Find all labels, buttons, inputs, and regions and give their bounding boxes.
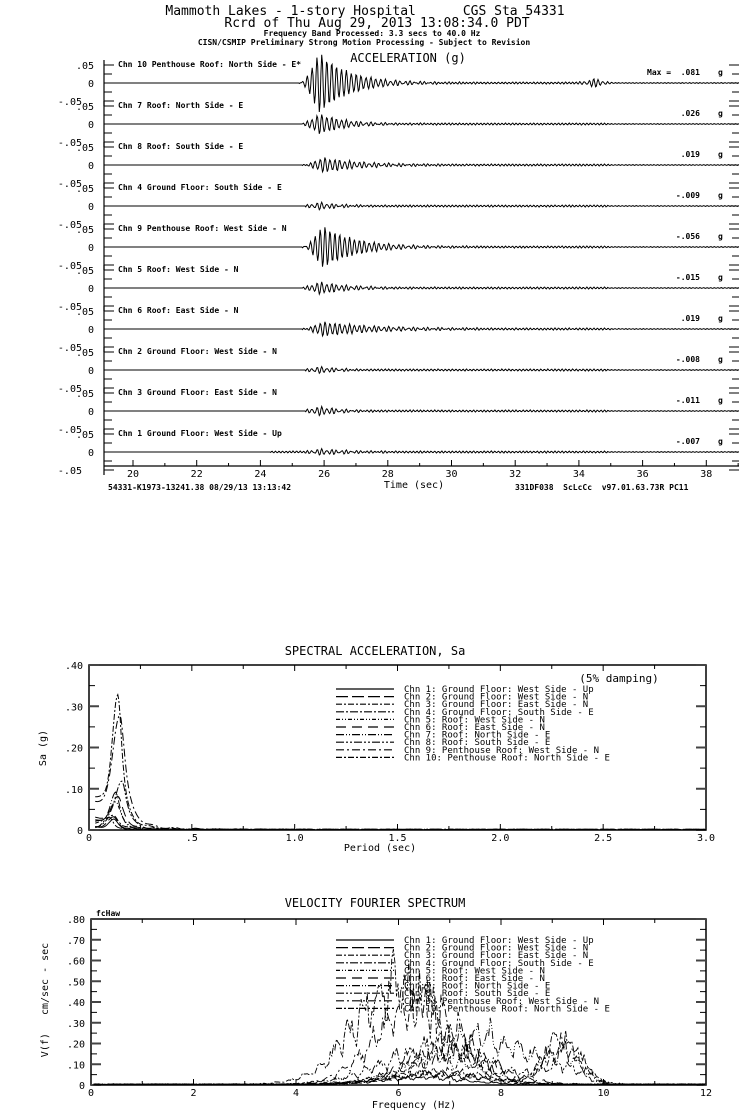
- channel-peak-value: -.015: [675, 273, 700, 282]
- sa-series-line: [95, 781, 706, 830]
- x-tick-label: 2.5: [594, 833, 613, 844]
- channel-label: Chn 4 Ground Floor: South Side - E: [118, 183, 282, 192]
- legend-entry: Chn 2: Ground Floor: West Side - N: [404, 692, 589, 703]
- channel-y-tick-label: .05: [75, 184, 94, 195]
- channel-label: Chn 1 Ground Floor: West Side - Up: [118, 429, 282, 438]
- channel-unit: g: [718, 68, 723, 77]
- channel-y-tick-label: -.05: [57, 466, 82, 477]
- channel-y-tick-label: .05: [75, 266, 94, 277]
- channel-label: Chn 8 Roof: South Side - E: [118, 142, 244, 151]
- y-tick-label: 0: [76, 826, 83, 837]
- channel-y-tick-label: 0: [87, 448, 94, 459]
- channel-peak-value: .019: [680, 150, 700, 159]
- channel-y-tick-label: .05: [75, 430, 94, 441]
- x-tick-label: 6: [395, 1088, 402, 1099]
- channel-y-tick-label: -.05: [57, 384, 82, 395]
- channel-y-tick-label: .05: [75, 225, 94, 236]
- y-tick-label: .40: [64, 661, 83, 672]
- header-band: Frequency Band Processed: 3.3 secs to 40.0 Hz: [263, 29, 481, 38]
- fs-corner-label: fcHaw: [96, 909, 121, 918]
- x-tick-label: 26: [318, 469, 331, 480]
- legend-entry: Chn 1: Ground Floor: West Side - Up: [404, 685, 594, 695]
- x-tick-label: 24: [254, 469, 267, 480]
- channel-unit: g: [718, 150, 723, 159]
- y-tick-label: .20: [64, 743, 83, 755]
- channel-unit: g: [718, 437, 723, 446]
- legend-entry: Chn 4: Ground Floor: South Side - E: [404, 707, 594, 718]
- fs-series-line: [94, 1043, 706, 1085]
- fs-series-line: [94, 980, 706, 1085]
- channel-y-tick-label: 0: [87, 120, 94, 131]
- max-label: Max =: [647, 68, 672, 77]
- channel-peak-value: .019: [680, 314, 700, 323]
- legend-entry: Chn 3: Ground Floor: East Side - N: [404, 700, 589, 711]
- channel-trace: [104, 202, 739, 210]
- x-tick-label: 8: [497, 1088, 505, 1099]
- sa-series-line: [95, 819, 706, 830]
- fs-xlabel: Frequency (Hz): [371, 1100, 457, 1111]
- x-tick-label: 10: [597, 1088, 610, 1099]
- legend-entry: Chn 7: Roof: North Side - E: [404, 981, 551, 992]
- channel-unit: g: [718, 314, 723, 323]
- channel-peak-value: -.056: [675, 232, 700, 241]
- channel-y-tick-label: -.05: [57, 220, 82, 231]
- fs-series-line: [94, 949, 706, 1085]
- sa-series-line: [95, 817, 706, 830]
- sa-series-line: [95, 796, 706, 830]
- channel-label: Chn 2 Ground Floor: West Side - N: [118, 347, 277, 356]
- fs-ylabel: V(f) cm/sec - sec: [40, 942, 51, 1058]
- sa-series-line: [95, 792, 706, 830]
- plot-frame: [91, 919, 706, 1085]
- channel-y-tick-label: -.05: [57, 302, 82, 313]
- channel-y-tick-label: -.05: [57, 261, 82, 272]
- channel-y-tick-label: -.05: [57, 179, 82, 190]
- y-tick-label: .60: [66, 956, 85, 968]
- channel-y-tick-label: 0: [87, 202, 94, 213]
- channel-unit: g: [718, 191, 723, 200]
- sa-xlabel: Period (sec): [343, 843, 417, 854]
- y-tick-label: .70: [66, 935, 85, 947]
- x-tick-label: 12: [699, 1088, 713, 1099]
- x-tick-label: 2: [190, 1088, 197, 1099]
- channel-label: Chn 10 Penthouse Roof: North Side - E*: [118, 60, 302, 69]
- x-tick-label: 34: [572, 469, 585, 480]
- legend-entry: Chn 8: Roof: South Side - E: [404, 989, 551, 1000]
- channel-unit: g: [718, 273, 723, 282]
- channel-unit: g: [718, 109, 723, 118]
- legend-entry: Chn 3: Ground Floor: East Side - N: [404, 951, 589, 962]
- channel-y-tick-label: .05: [75, 143, 94, 154]
- channel-peak-value: .026: [680, 109, 700, 118]
- header-record: Rcrd of Thu Aug 29, 2013 13:08:34.0 PDT: [224, 16, 530, 31]
- channel-label: Chn 7 Roof: North Side - E: [118, 101, 244, 110]
- legend-entry: Chn 1: Ground Floor: West Side - Up: [404, 936, 594, 946]
- channel-y-tick-label: 0: [87, 325, 94, 336]
- fs-series-line: [94, 1070, 706, 1085]
- sa-series-line: [95, 802, 706, 830]
- y-tick-label: .30: [66, 1018, 85, 1030]
- channel-label: Chn 5 Roof: West Side - N: [118, 265, 239, 274]
- y-tick-label: .50: [66, 977, 85, 989]
- channel-y-tick-label: -.05: [57, 138, 82, 149]
- channel-y-tick-label: .05: [75, 389, 94, 400]
- fs-title: VELOCITY FOURIER SPECTRUM: [284, 896, 466, 910]
- spectral-acceleration-chart: [38, 644, 715, 854]
- y-tick-label: .20: [66, 1039, 85, 1051]
- channel-trace: [104, 407, 739, 416]
- legend-entry: Chn 6: Roof: East Side - N: [404, 723, 545, 733]
- channel-y-tick-label: 0: [87, 161, 94, 172]
- channel-y-tick-label: 0: [87, 243, 94, 254]
- x-tick-label: 20: [126, 469, 140, 480]
- sa-title: SPECTRAL ACCELERATION, Sa: [284, 644, 466, 658]
- legend-entry: Chn 10: Penthouse Roof: North Side - E: [404, 753, 610, 764]
- acceleration-chart: [58, 51, 739, 492]
- acceleration-title: ACCELERATION (g): [350, 51, 466, 65]
- y-tick-label: .40: [66, 998, 85, 1009]
- channel-label: Chn 9 Penthouse Roof: West Side - N: [118, 224, 287, 233]
- y-tick-label: .10: [66, 1060, 85, 1072]
- sa-damping-annotation: (5% damping): [579, 672, 659, 685]
- channel-y-tick-label: -.05: [57, 343, 82, 354]
- x-tick-label: 30: [445, 469, 458, 480]
- x-tick-label: 1.0: [285, 833, 304, 844]
- channel-y-tick-label: 0: [87, 284, 94, 295]
- channel-trace: [104, 449, 739, 455]
- plot-frame: [89, 665, 706, 830]
- channel-trace: [104, 158, 739, 172]
- channel-unit: g: [718, 232, 723, 241]
- channel-trace: [104, 115, 739, 134]
- fs-series-line: [94, 1018, 706, 1085]
- acceleration-xlabel: Time (sec): [383, 480, 445, 491]
- y-tick-label: .80: [66, 915, 85, 926]
- channel-y-tick-label: 0: [87, 366, 94, 377]
- channel-peak-value: .081: [680, 68, 700, 77]
- x-tick-label: 36: [636, 469, 649, 480]
- x-tick-label: 3.0: [696, 833, 716, 844]
- footer-right: 331DF038 ScLcCc v97.01.63.73R PC11: [515, 483, 689, 492]
- x-tick-label: 1.5: [388, 833, 407, 844]
- footer-left: 54331-K1973-13241.38 08/29/13 13:13:42: [108, 483, 292, 492]
- legend-entry: Chn 6: Roof: East Side - N: [404, 974, 545, 984]
- channel-trace: [104, 322, 739, 336]
- channel-trace: [104, 282, 739, 294]
- channel-y-tick-label: .05: [75, 102, 94, 113]
- x-tick-label: 0: [87, 1088, 95, 1099]
- sa-series-line: [95, 692, 706, 830]
- channel-y-tick-label: .05: [75, 307, 94, 318]
- channel-unit: g: [718, 396, 723, 405]
- x-tick-label: 22: [190, 469, 203, 480]
- header-disclaimer: CISN/CSMIP Preliminary Strong Motion Processing - Subject to Revision: [197, 38, 531, 47]
- sa-ylabel: Sa (g): [38, 729, 49, 767]
- legend-entry: Chn 4: Ground Floor: South Side - E: [404, 958, 594, 969]
- x-tick-label: 32: [509, 469, 522, 480]
- sa-series-line: [95, 715, 706, 830]
- legend-entry: Chn 5: Roof: West Side - N: [404, 966, 545, 977]
- legend-entry: Chn 8: Roof: South Side - E: [404, 738, 551, 749]
- x-tick-label: 2.0: [491, 833, 510, 844]
- legend-entry: Chn 10: Penthouse Roof: North Side - E: [404, 1004, 610, 1015]
- velocity-fourier-spectrum-chart: [40, 896, 712, 1111]
- channel-y-tick-label: .05: [75, 348, 94, 359]
- channel-trace: [104, 227, 739, 266]
- channel-peak-value: -.007: [675, 437, 700, 446]
- legend-entry: Chn 9: Penthouse Roof: West Side - N: [404, 745, 600, 756]
- channel-label: Chn 3 Ground Floor: East Side - N: [118, 388, 277, 397]
- x-tick-label: .5: [185, 833, 198, 844]
- channel-y-tick-label: 0: [87, 407, 94, 418]
- y-tick-label: .10: [64, 784, 83, 796]
- channel-peak-value: -.008: [675, 355, 700, 364]
- x-tick-label: 0: [85, 833, 93, 844]
- channel-y-tick-label: 0: [87, 79, 94, 90]
- legend-entry: Chn 7: Roof: North Side - E: [404, 730, 551, 741]
- y-tick-label: 0: [78, 1081, 85, 1092]
- x-tick-label: 28: [381, 469, 394, 480]
- channel-peak-value: -.011: [675, 396, 700, 405]
- x-tick-label: 38: [700, 469, 713, 480]
- channel-peak-value: -.009: [675, 191, 700, 200]
- channel-y-tick-label: -.05: [57, 425, 82, 436]
- x-tick-label: 4: [292, 1088, 300, 1099]
- sa-series-line: [95, 817, 706, 830]
- channel-label: Chn 6 Roof: East Side - N: [118, 306, 239, 315]
- header-title: Mammoth Lakes - 1-story Hospital CGS Sta 54331: [165, 4, 565, 19]
- channel-unit: g: [718, 355, 723, 364]
- channel-y-tick-label: .05: [75, 61, 94, 72]
- legend-entry: Chn 2: Ground Floor: West Side - N: [404, 943, 589, 954]
- channel-y-tick-label: -.05: [57, 97, 82, 108]
- legend-entry: Chn 5: Roof: West Side - N: [404, 715, 545, 726]
- sa-series-line: [95, 815, 706, 830]
- y-tick-label: .30: [64, 702, 83, 714]
- channel-trace: [104, 367, 739, 374]
- legend-entry: Chn 9: Penthouse Roof: West Side - N: [404, 996, 600, 1007]
